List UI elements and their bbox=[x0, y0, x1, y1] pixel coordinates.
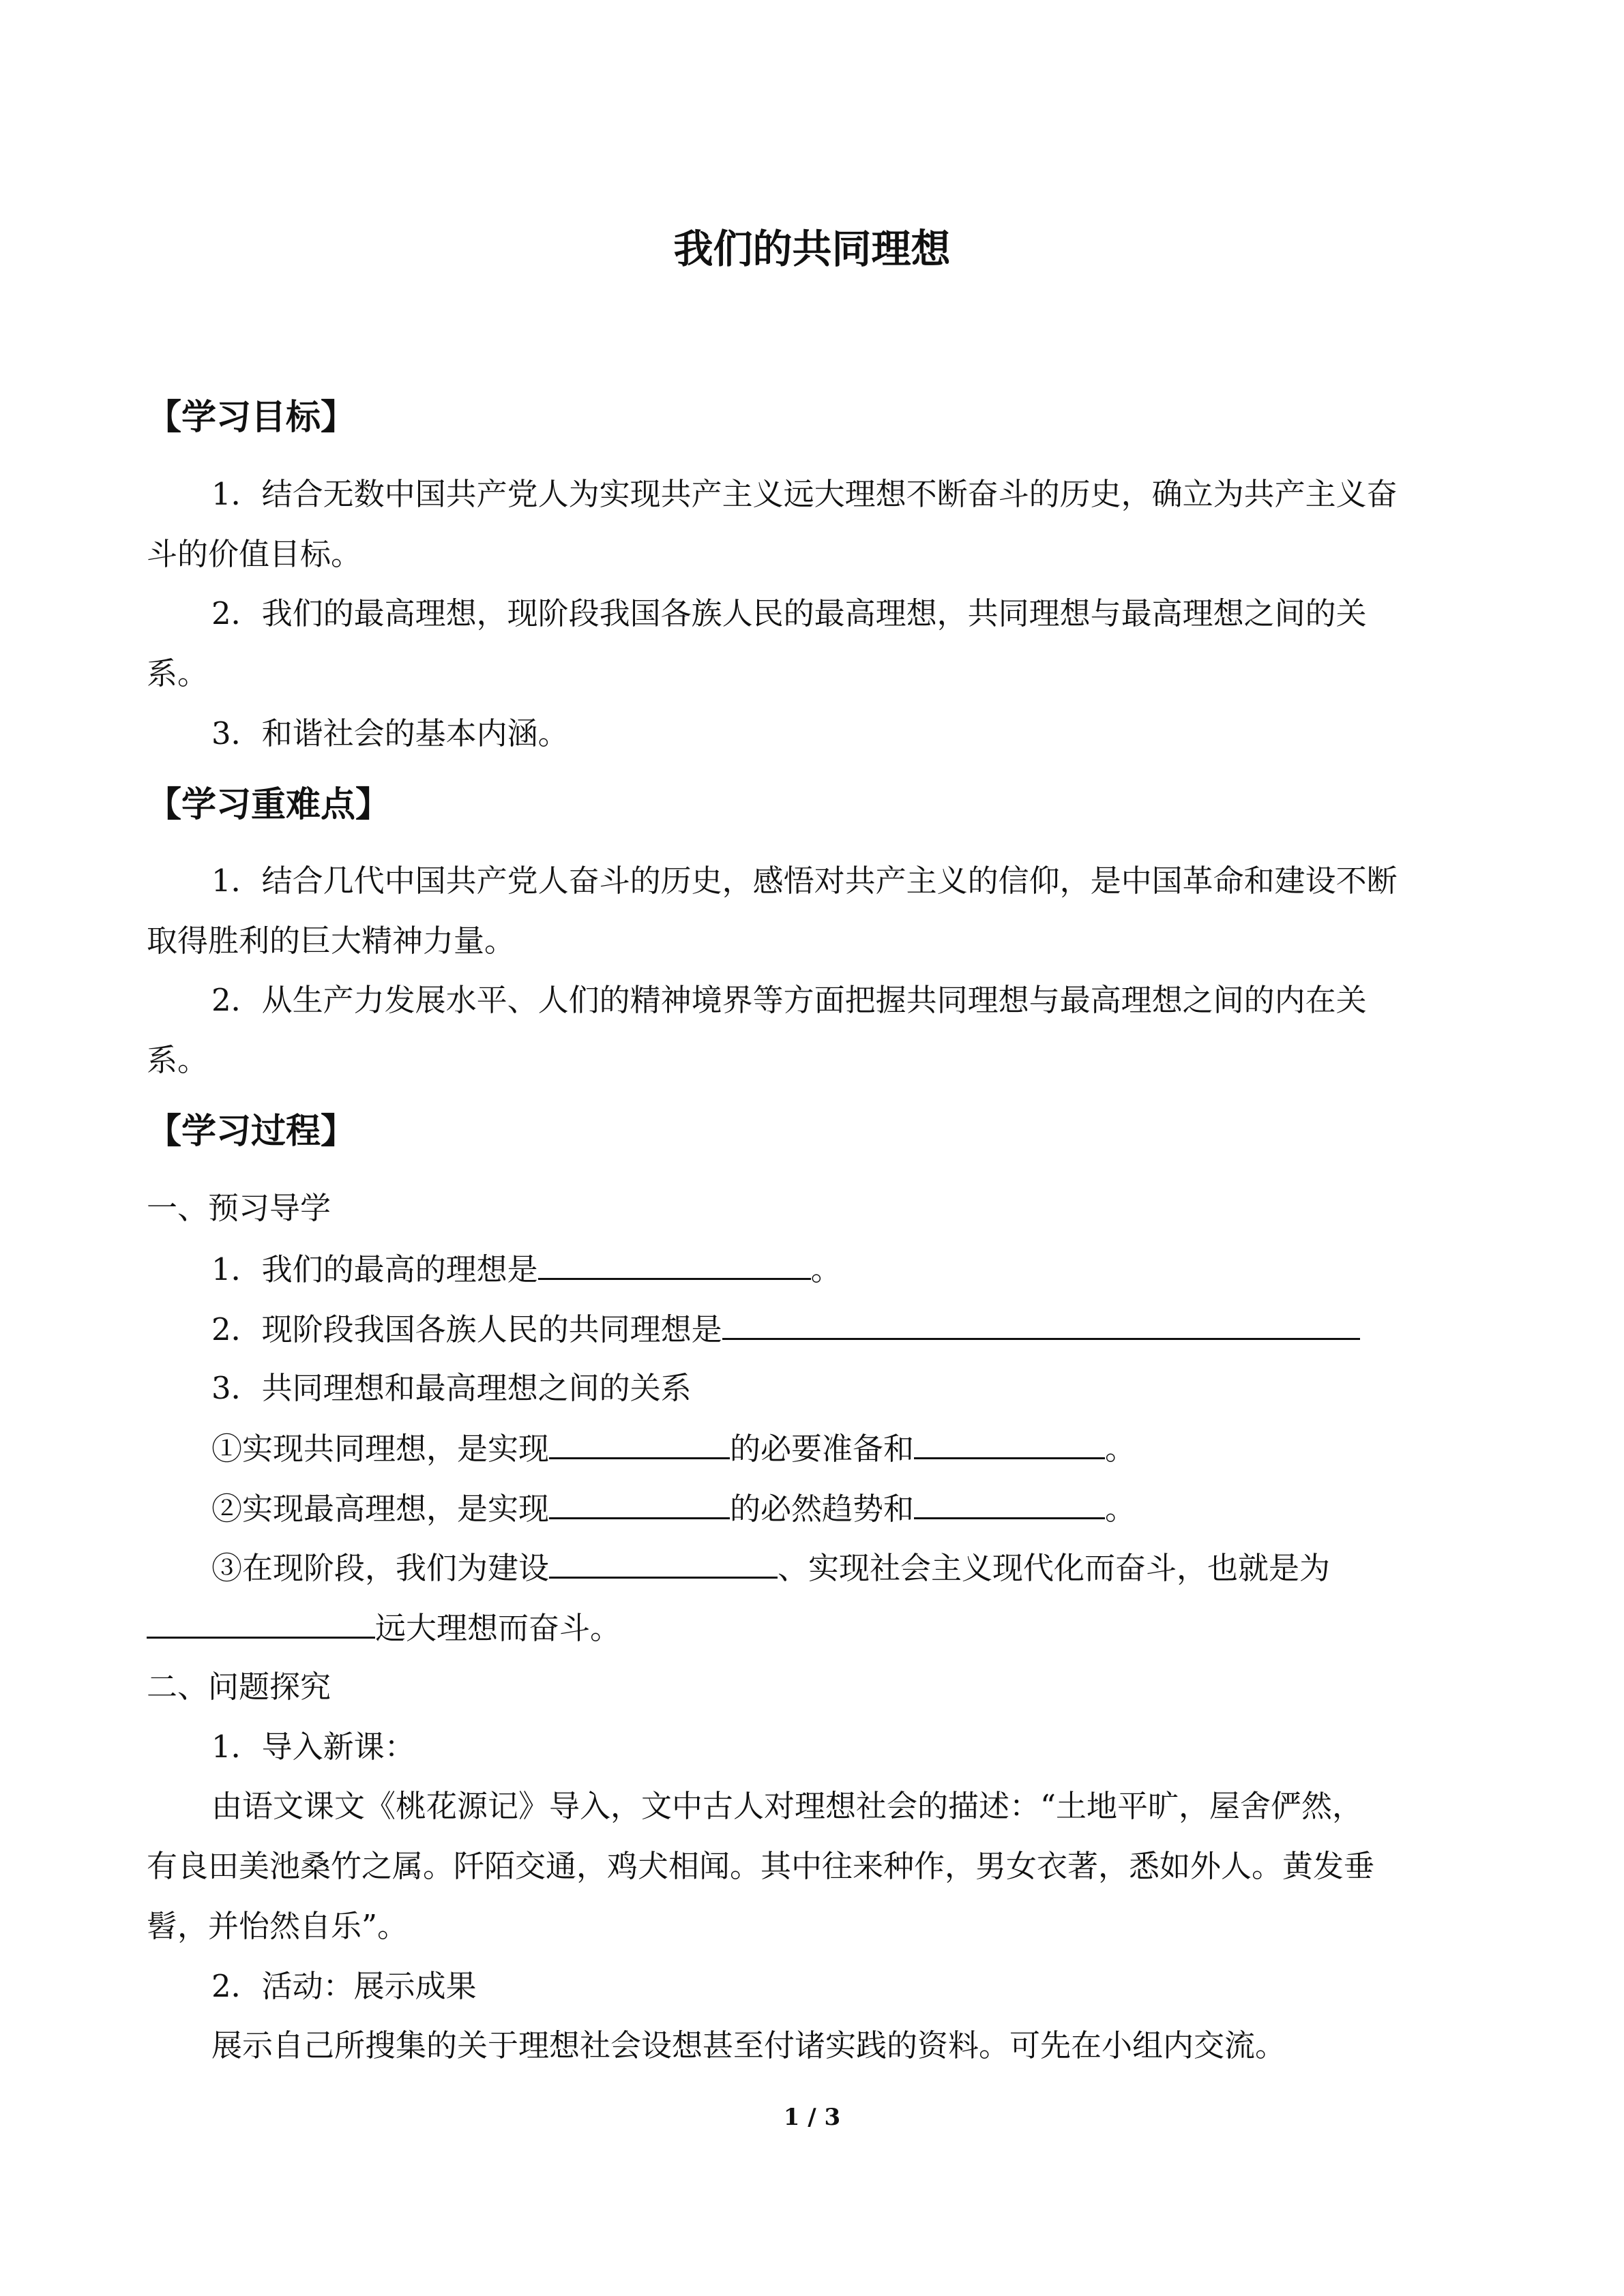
question-3b-text: ②实现最高理想，是实现 bbox=[211, 1491, 550, 1527]
question-3c-end: 远大理想而奋斗。 bbox=[375, 1610, 621, 1646]
goal-item-1-cont: 斗的价值目标。 bbox=[147, 536, 362, 572]
question-3c-mid: 、实现社会主义现代化而奋斗，也就是为 bbox=[778, 1550, 1331, 1586]
inquiry-2-title: 2．活动：展示成果 bbox=[211, 1968, 477, 2004]
section-heading-key-points: 【学习重难点】 bbox=[147, 785, 391, 825]
question-1-end: 。 bbox=[810, 1251, 842, 1287]
answer-blank[interactable] bbox=[914, 1487, 1105, 1519]
answer-blank[interactable] bbox=[914, 1427, 1105, 1459]
answer-blank[interactable] bbox=[722, 1308, 1360, 1340]
question-1-text: 1．我们的最高的理想是 bbox=[211, 1251, 538, 1287]
question-2 bbox=[211, 1308, 1360, 1350]
goal-item-1: 1．结合无数中国共产党人为实现共产主义远大理想不断奋斗的历史，确立为共产主义奋 bbox=[211, 476, 1398, 512]
goal-item-2: 2．我们的最高理想，现阶段我国各族人民的最高理想，共同理想与最高理想之间的关 bbox=[211, 595, 1367, 631]
key-point-2-cont: 系。 bbox=[147, 1042, 209, 1078]
part-1-title: 一、预习导学 bbox=[147, 1190, 331, 1226]
question-3a-text: ①实现共同理想，是实现 bbox=[211, 1431, 550, 1467]
answer-blank[interactable] bbox=[147, 1607, 375, 1639]
section-heading-process: 【学习过程】 bbox=[147, 1112, 356, 1152]
question-3: 3．共同理想和最高理想之间的关系 bbox=[211, 1370, 692, 1406]
page-number: 1 / 3 bbox=[783, 2104, 841, 2131]
question-3b-mid: 的必然趋势和 bbox=[730, 1491, 915, 1527]
question-3c bbox=[211, 1547, 1330, 1589]
question-3b-end: 。 bbox=[1105, 1491, 1136, 1527]
key-point-2: 2．从生产力发展水平、人们的精神境界等方面把握共同理想与最高理想之间的内在关 bbox=[211, 982, 1367, 1018]
key-point-1: 1．结合几代中国共产党人奋斗的历史，感悟对共产主义的信仰，是中国革命和建设不断 bbox=[211, 863, 1398, 899]
inquiry-1-text-end: 髫，并怡然自乐”。 bbox=[147, 1908, 409, 1944]
key-point-1-cont: 取得胜利的巨大精神力量。 bbox=[147, 923, 516, 959]
answer-blank[interactable] bbox=[549, 1487, 730, 1519]
goal-item-3: 3．和谐社会的基本内涵。 bbox=[211, 715, 569, 751]
question-3c-cont bbox=[147, 1607, 621, 1649]
question-3b bbox=[211, 1487, 1136, 1530]
goal-item-2-cont: 系。 bbox=[147, 655, 209, 691]
question-1 bbox=[211, 1248, 842, 1290]
answer-blank[interactable] bbox=[549, 1547, 778, 1579]
question-2-text: 2．现阶段我国各族人民的共同理想是 bbox=[211, 1311, 722, 1347]
answer-blank[interactable] bbox=[549, 1427, 730, 1459]
inquiry-1-text: 由语文课文《桃花源记》导入，文中古人对理想社会的描述：“土地平旷，屋舍俨然， bbox=[211, 1788, 1363, 1824]
question-3a-mid: 的必要准备和 bbox=[730, 1431, 915, 1467]
inquiry-2-text: 展示自己所搜集的关于理想社会设想甚至付诸实践的资料。可先在小组内交流。 bbox=[211, 2027, 1286, 2063]
section-heading-goals: 【学习目标】 bbox=[147, 398, 356, 438]
inquiry-1-text-cont: 有良田美池桑竹之属。阡陌交通，鸡犬相闻。其中往来种作，男女衣著，悉如外人。黄发垂 bbox=[147, 1848, 1375, 1884]
answer-blank[interactable] bbox=[538, 1248, 811, 1280]
page-title: 我们的共同理想 bbox=[673, 226, 951, 272]
inquiry-1-title: 1．导入新课： bbox=[211, 1729, 415, 1765]
question-3a-end: 。 bbox=[1105, 1431, 1136, 1467]
question-3a bbox=[211, 1427, 1136, 1470]
part-2-title: 二、问题探究 bbox=[147, 1669, 331, 1705]
question-3c-text: ③在现阶段，我们为建设 bbox=[211, 1550, 550, 1586]
